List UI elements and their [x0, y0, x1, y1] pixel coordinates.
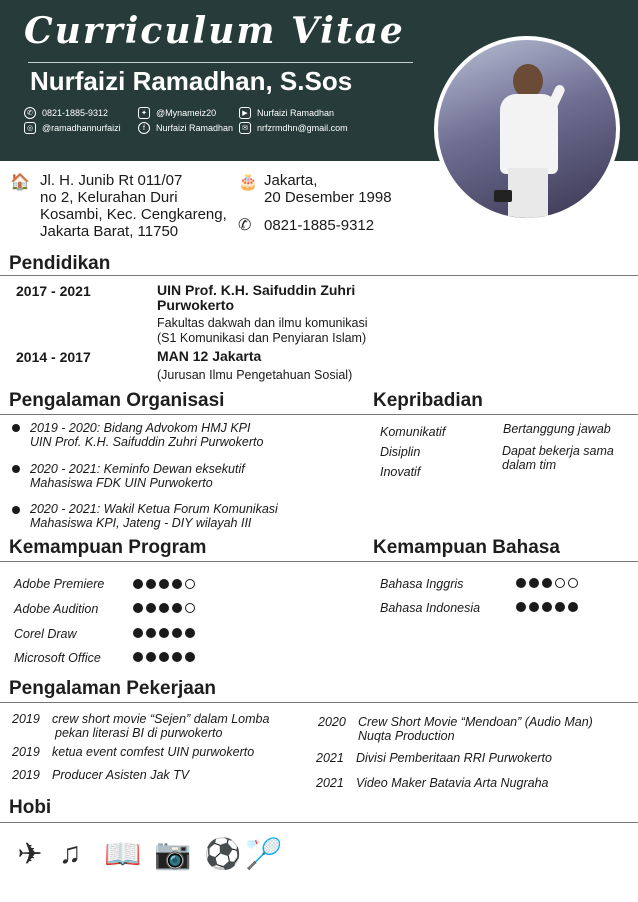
- contact-text: @Mynameiz20: [156, 108, 217, 118]
- job-item: 2021 Video Maker Batavia Arta Nugraha: [316, 776, 549, 790]
- rating-dot-filled: [133, 628, 143, 638]
- phone-number: 0821-1885-9312: [264, 217, 375, 234]
- job-item: 2019 crew short movie “Sejen” dalam Lomba pekan literasi BI di purwokerto: [12, 712, 270, 740]
- home-icon: 🏠: [10, 174, 30, 191]
- org-item: 2020 - 2021: Wakil Ketua Forum Komunikasi Mahasiswa KPI, Jateng - DIY wilayah III: [30, 502, 278, 530]
- twitter-icon: ✦: [138, 107, 150, 119]
- section-title-bahasa: Kemampuan Bahasa: [373, 537, 560, 558]
- contact-text: Nurfaizi Ramadhan: [257, 108, 335, 118]
- rating-dot-filled: [516, 602, 526, 612]
- contact-twitter: [138, 107, 216, 119]
- contact-text: 0821-1885-9312: [42, 108, 109, 118]
- address-block: Jl. H. Junib Rt 011/07 no 2, Kelurahan Duri Kosambi, Kec. Cengkareng, Jakarta Barat, 11750: [40, 172, 227, 240]
- trait-item: Inovatif: [380, 465, 421, 479]
- rating-dot-filled: [146, 628, 156, 638]
- bullet-icon: [12, 506, 20, 514]
- rating-dot-filled: [133, 603, 143, 613]
- rating-dot-filled: [529, 578, 539, 588]
- rating-dot-filled: [146, 603, 156, 613]
- bullet-icon: [12, 465, 20, 473]
- rating-dot-filled: [542, 578, 552, 588]
- rating-dot-filled: [172, 579, 182, 589]
- rating-dot-filled: [172, 652, 182, 662]
- rating-dot-empty: [555, 578, 565, 588]
- rating-dot-empty: [185, 579, 195, 589]
- trait-item: Dapat bekerja sama dalam tim: [502, 444, 614, 472]
- section-divider: [0, 414, 638, 415]
- trait-item: Bertanggung jawab: [503, 422, 611, 436]
- rating-dot-filled: [555, 602, 565, 612]
- rating-dot-filled: [185, 628, 195, 638]
- skill-rating: [516, 602, 578, 612]
- section-title-pendidikan: Pendidikan: [9, 253, 111, 274]
- rating-dot-filled: [568, 602, 578, 612]
- bullet-icon: [12, 424, 20, 432]
- rating-dot-filled: [172, 603, 182, 613]
- youtube-icon: ▶: [239, 107, 251, 119]
- instagram-icon: ◎: [24, 122, 36, 134]
- job-item: 2021 Divisi Pemberitaan RRI Purwokerto: [316, 751, 552, 765]
- email-icon: ✉: [239, 122, 251, 134]
- rating-dot-filled: [133, 579, 143, 589]
- camera-icon: 📷: [154, 837, 192, 871]
- trait-item: Disiplin: [380, 445, 421, 459]
- contact-facebook: [138, 122, 233, 134]
- program-skill-label: Microsoft Office: [14, 651, 101, 665]
- skill-rating: [133, 652, 195, 662]
- rating-dot-filled: [159, 628, 169, 638]
- edu-detail: Fakultas dakwah dan ilmu komunikasi: [157, 316, 368, 330]
- contact-text: Nurfaizi Ramadhan: [156, 123, 234, 133]
- section-divider: [0, 822, 638, 823]
- rating-dot-filled: [146, 652, 156, 662]
- job-item: 2019 ketua event comfest UIN purwokerto: [12, 745, 255, 759]
- rating-dot-filled: [516, 578, 526, 588]
- edu-detail: (S1 Komunikasi dan Penyiaran Islam): [157, 331, 367, 345]
- language-skill-label: Bahasa Indonesia: [380, 601, 481, 615]
- program-skill-label: Corel Draw: [14, 627, 77, 641]
- section-title-organisasi: Pengalaman Organisasi: [9, 390, 225, 411]
- edu-year: 2014 - 2017: [16, 349, 91, 365]
- airplane-icon: ✈: [17, 837, 43, 871]
- skill-rating: [133, 603, 195, 613]
- section-title-kepribadian: Kepribadian: [373, 390, 483, 411]
- badminton-icon: 🏸: [245, 837, 283, 871]
- birthday-cake-icon: 🎂: [238, 174, 258, 191]
- contact-email: [239, 122, 348, 134]
- contact-text: nrfzrmdhn@gmail.com: [257, 123, 348, 133]
- rating-dot-empty: [185, 603, 195, 613]
- contact-youtube: [239, 107, 334, 119]
- section-divider: [0, 561, 638, 562]
- section-title-pekerjaan: Pengalaman Pekerjaan: [9, 678, 216, 699]
- rating-dot-filled: [159, 603, 169, 613]
- contact-instagram: [24, 122, 121, 134]
- org-item: 2020 - 2021: Keminfo Dewan eksekutif Mahasiswa FDK UIN Purwokerto: [30, 462, 245, 490]
- book-icon: 📖: [104, 837, 142, 871]
- org-item: 2019 - 2020: Bidang Advokom HMJ KPI UIN Prof. K.H. Saifuddin Zuhri Purwokerto: [30, 421, 264, 449]
- skill-rating: [133, 579, 195, 589]
- program-skill-label: Adobe Premiere: [14, 577, 105, 591]
- rating-dot-empty: [568, 578, 578, 588]
- soccer-ball-icon: ⚽: [204, 837, 242, 871]
- language-skill-label: Bahasa Inggris: [380, 577, 464, 591]
- section-title-hobi: Hobi: [9, 797, 52, 818]
- section-divider: [0, 275, 638, 276]
- facebook-icon: f: [138, 122, 150, 134]
- job-item: 2020 Crew Short Movie “Mendoan” (Audio Man) Nuqta Production: [318, 715, 593, 743]
- section-title-program: Kemampuan Program: [9, 537, 207, 558]
- rating-dot-filled: [159, 652, 169, 662]
- rating-dot-filled: [146, 579, 156, 589]
- contact-whatsapp: [24, 107, 108, 119]
- rating-dot-filled: [133, 652, 143, 662]
- program-skill-label: Adobe Audition: [14, 602, 99, 616]
- rating-dot-filled: [185, 652, 195, 662]
- title-divider: [28, 62, 413, 63]
- page-title: Curriculum Vitae: [24, 10, 405, 52]
- birth-info: Jakarta, 20 Desember 1998: [264, 172, 392, 206]
- rating-dot-filled: [159, 579, 169, 589]
- contact-text: @ramadhannurfaizi: [42, 123, 121, 133]
- profile-photo: [434, 36, 620, 222]
- person-name: Nurfaizi Ramadhan, S.Sos: [30, 66, 353, 96]
- skill-rating: [133, 628, 195, 638]
- whatsapp-icon: ✆: [24, 107, 36, 119]
- trait-item: Komunikatif: [380, 425, 446, 439]
- rating-dot-filled: [529, 602, 539, 612]
- section-divider: [0, 702, 638, 703]
- rating-dot-filled: [542, 602, 552, 612]
- edu-detail: (Jurusan Ilmu Pengetahuan Sosial): [157, 368, 353, 382]
- edu-school: MAN 12 Jakarta: [157, 348, 262, 364]
- edu-year: 2017 - 2021: [16, 283, 91, 299]
- rating-dot-filled: [172, 628, 182, 638]
- music-note-icon: ♫: [58, 837, 82, 870]
- phone-icon: ✆: [238, 217, 252, 234]
- job-item: 2019 Producer Asisten Jak TV: [12, 768, 190, 782]
- skill-rating: [516, 578, 578, 588]
- edu-school: UIN Prof. K.H. Saifuddin Zuhri Purwokerto: [157, 282, 356, 313]
